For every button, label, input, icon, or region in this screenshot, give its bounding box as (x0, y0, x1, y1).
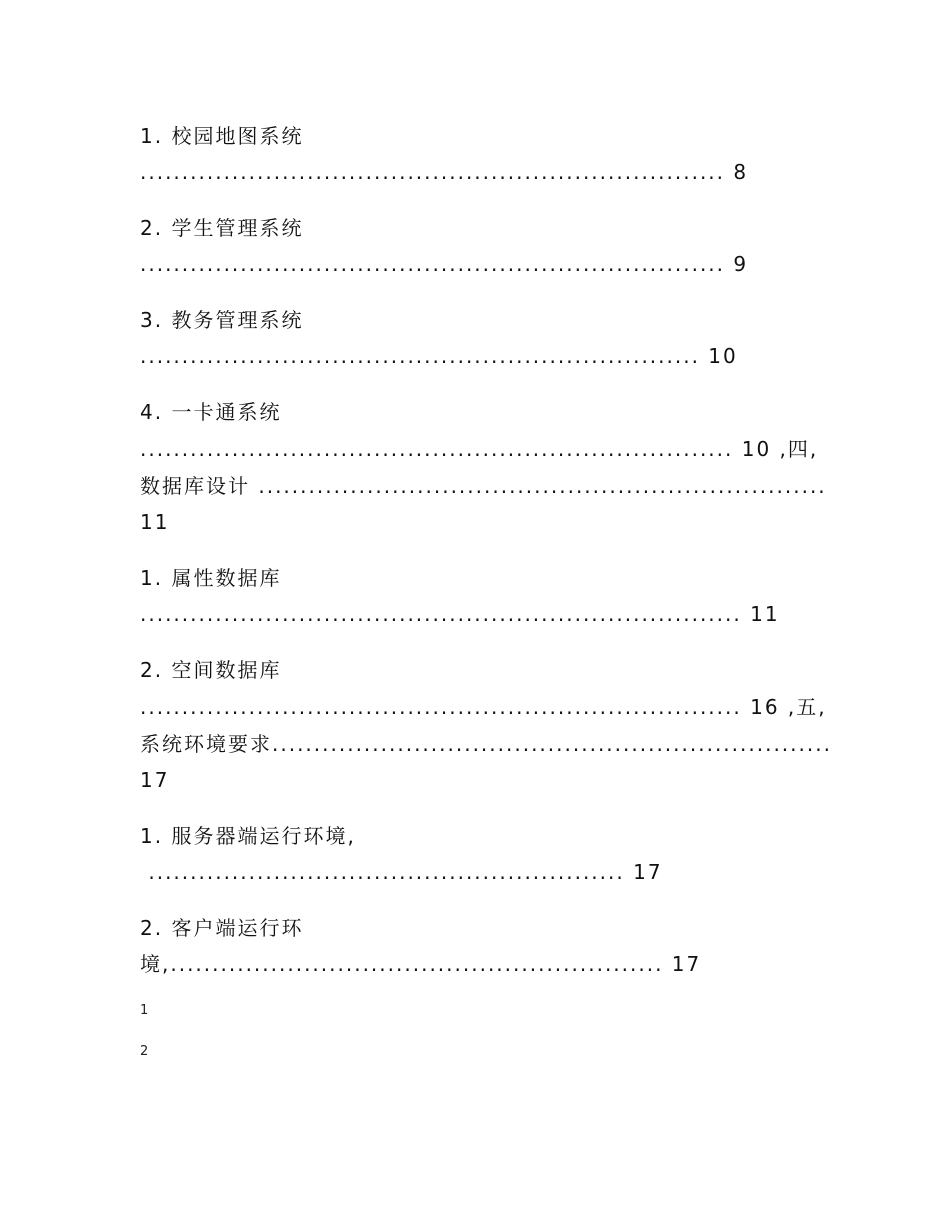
toc-entry-academic-management: 3. 教务管理系统 (140, 308, 304, 332)
toc-entry-client-environment: 2. 客户端运行环 (140, 916, 304, 940)
toc-leader-page: ........................................................................ 11 (140, 602, 780, 626)
toc-entry-campus-map: 1. 校园地图系统 (140, 124, 304, 148)
toc-page-number: 17 (140, 768, 170, 792)
toc-page-number: 11 (140, 510, 170, 534)
toc-entry-attribute-database: 1. 属性数据库 (140, 566, 282, 590)
toc-entry-server-environment: 1. 服务器端运行环境, (140, 824, 356, 848)
toc-leader-page: ......................................................... 17 (140, 860, 663, 884)
toc-leader-page: ....................................................................... 10 ,四, (140, 437, 819, 461)
toc-entry-student-management: 2. 学生管理系统 (140, 216, 304, 240)
footnote-number: 2 (140, 1044, 149, 1059)
toc-entry-spatial-database: 2. 空间数据库 (140, 658, 282, 682)
toc-leader-page: ................................................................... 10 (140, 344, 738, 368)
toc-leader-page: ...................................................................... 9 (140, 252, 749, 276)
toc-leader-page: ........................................................................ 16 ,五, (140, 695, 827, 719)
toc-entry-system-environment: 系统环境要求................................................................... (140, 732, 832, 756)
toc-entry-database-design: 数据库设计 .................................................................... (140, 474, 827, 498)
toc-leader-page: 境,........................................................... 17 (140, 952, 702, 976)
toc-leader-page: ...................................................................... 8 (140, 160, 749, 184)
toc-entry-card-system: 4. 一卡通系统 (140, 400, 282, 424)
footnote-number: 1 (140, 1003, 149, 1018)
